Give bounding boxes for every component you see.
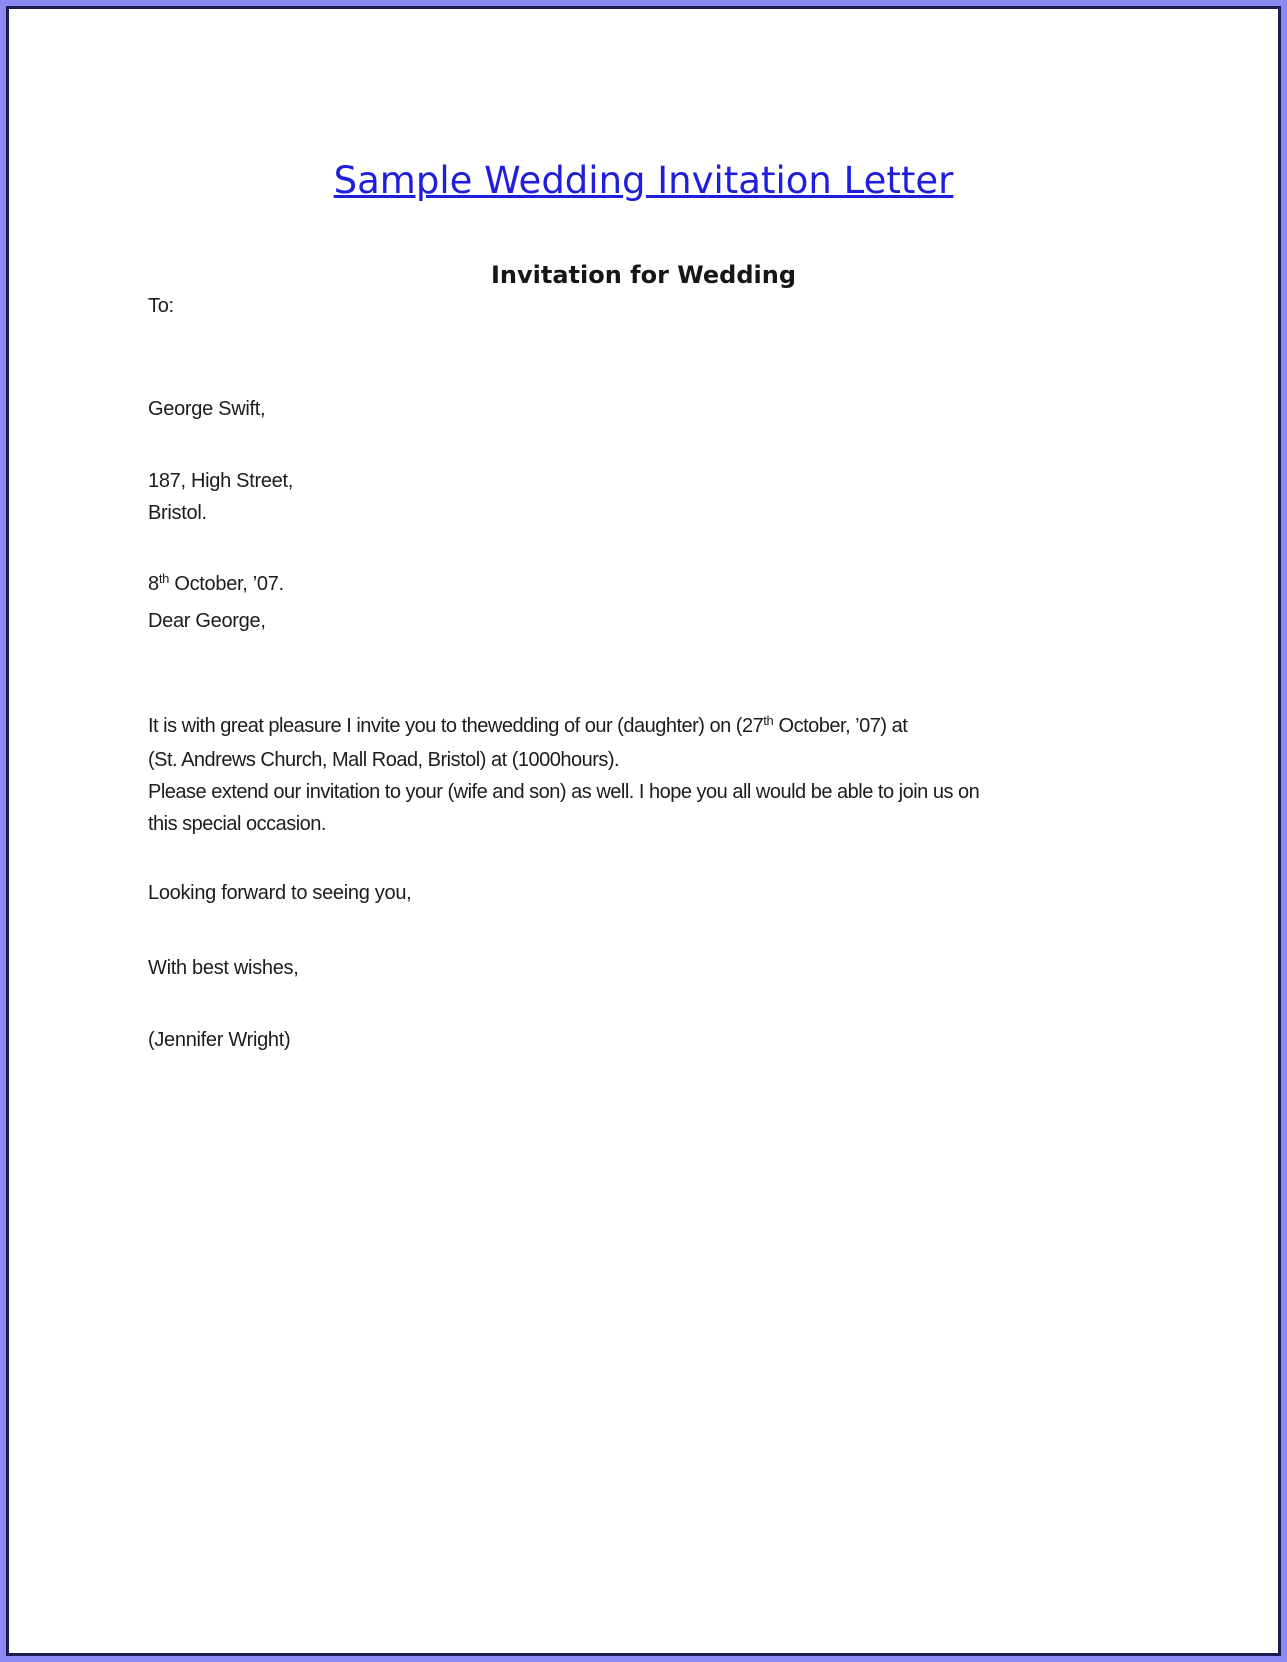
- date-line: [148, 568, 1139, 602]
- date-rest: October, ’07.: [169, 573, 284, 595]
- to-label: To:: [148, 295, 174, 317]
- closing-line: Looking forward to seeing you,: [148, 882, 412, 904]
- letter-heading: Invitation for Wedding: [490, 261, 797, 289]
- body-part2: October, ’07) at (St. Andrews Church, Mall Road, Bristol) at (1000hours). Please extend our invitation to your (wife and son) as well. I hope you all would be able to join us on this special occasion.: [148, 715, 980, 835]
- date-ordinal-superscript: th: [158, 571, 170, 586]
- recipient-address: 187, High Street, Bristol.: [148, 470, 293, 524]
- signoff-line: With best wishes,: [148, 957, 299, 979]
- date-day: 8: [148, 573, 159, 595]
- signature-name: (Jennifer Wright): [148, 1029, 291, 1051]
- page-title-link[interactable]: Sample Wedding Invitation Letter: [333, 159, 954, 202]
- body-part1: It is with great pleasure I invite you to thewedding of our (daughter) on (27: [148, 715, 764, 737]
- body-ordinal-superscript: th: [763, 713, 774, 728]
- salutation: Dear George,: [148, 610, 266, 632]
- body-paragraph: [148, 678, 1139, 840]
- recipient-name: George Swift,: [148, 398, 266, 420]
- page-inner-frame: [6, 6, 1281, 1656]
